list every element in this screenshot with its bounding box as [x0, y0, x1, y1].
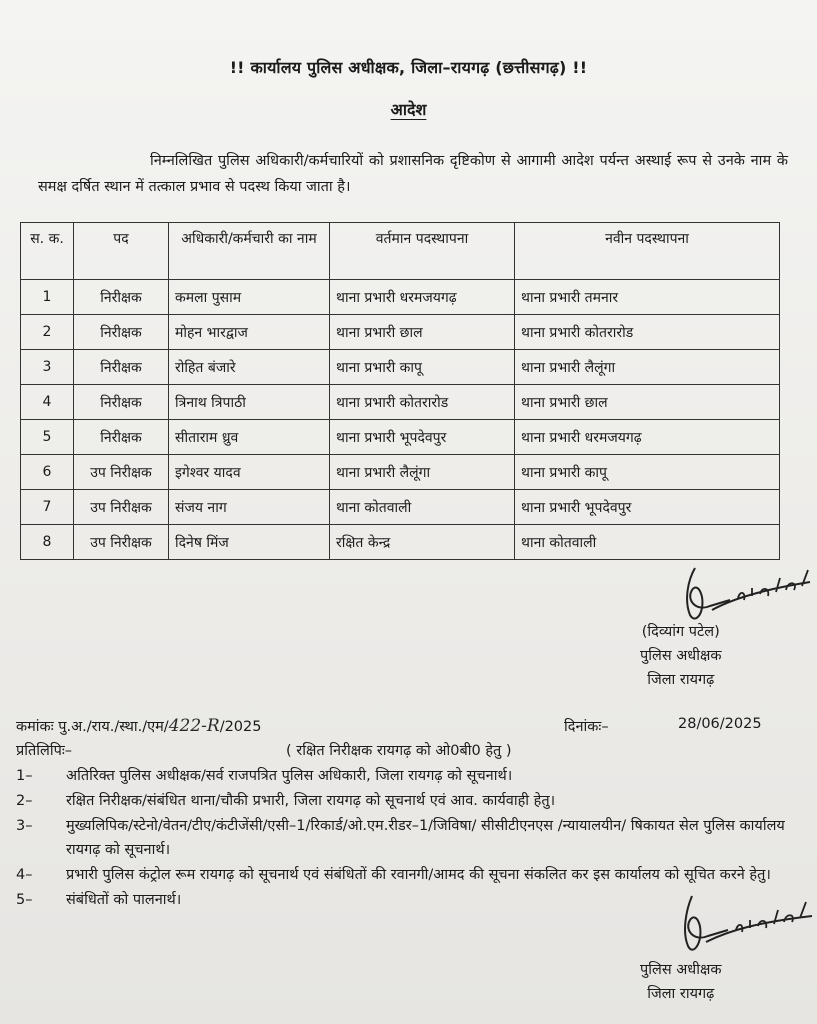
signatory-district-2: जिला रायगढ़	[647, 986, 715, 1002]
cell-current-posting: थाना प्रभारी छाल	[330, 315, 515, 350]
list-item-number: 2–	[16, 793, 33, 809]
cell-rank: उप निरीक्षक	[74, 525, 169, 560]
cell-new-posting: थाना प्रभारी कोतरारोड	[515, 315, 780, 350]
table-row	[21, 420, 780, 455]
signatory-designation: पुलिस अधीक्षक	[640, 648, 722, 664]
col-header-name: अधिकारी/कर्मचारी का नाम	[169, 223, 330, 280]
cell-name: इगेश्वर यादव	[169, 455, 330, 490]
order-title	[0, 98, 817, 120]
table-row	[21, 490, 780, 525]
cell-name: कमला पुसाम	[169, 280, 330, 315]
table-row	[21, 385, 780, 420]
copy-heading: प्रतिलिपिः–	[16, 743, 73, 759]
cell-rank: निरीक्षक	[74, 385, 169, 420]
table-header-row	[21, 223, 780, 280]
cell-name: मोहन भारद्वाज	[169, 315, 330, 350]
cell-name: दिनेष मिंज	[169, 525, 330, 560]
cell-current-posting: थाना प्रभारी कोतरारोड	[330, 385, 515, 420]
list-item	[16, 814, 796, 862]
cell-name: सीताराम ध्रुव	[169, 420, 330, 455]
transfer-table	[20, 222, 780, 560]
copy-subheading: ( रक्षित निरीक्षक रायगढ़ को ओ0बी0 हेतु )	[286, 743, 512, 759]
cell-name: त्रिनाथ त्रिपाठी	[169, 385, 330, 420]
cell-current-posting: थाना कोतवाली	[330, 490, 515, 525]
cell-sn: 8	[21, 525, 74, 560]
date-value: 28/06/2025	[678, 716, 762, 732]
list-item-number: 1–	[16, 768, 33, 784]
office-title: !! कार्यालय पुलिस अधीक्षक, जिला–रायगढ़ (छत्तीसगढ़) !!	[229, 58, 588, 77]
cell-sn: 2	[21, 315, 74, 350]
order-title-text: आदेश	[390, 100, 427, 119]
list-item-text: प्रभारी पुलिस कंट्रोल रूम रायगढ़ को सूचनार्थ एवं संबंधितों की रवानगी/आमद की सूचना संकलित कर इस कार्यालय को सूचित करने हेतु।	[66, 867, 771, 883]
cell-rank: निरीक्षक	[74, 420, 169, 455]
table-row	[21, 525, 780, 560]
cell-sn: 5	[21, 420, 74, 455]
cell-current-posting: थाना प्रभारी कापू	[330, 350, 515, 385]
list-item-text: अतिरिक्त पुलिस अधीक्षक/सर्व राजपत्रित पुलिस अधिकारी, जिला रायगढ़ को सूचनार्थ।	[66, 768, 513, 784]
cell-current-posting: थाना प्रभारी लैलूंगा	[330, 455, 515, 490]
cell-new-posting: थाना प्रभारी छाल	[515, 385, 780, 420]
list-item	[16, 764, 796, 788]
cell-rank: उप निरीक्षक	[74, 455, 169, 490]
signature-scribble-2	[640, 890, 815, 960]
table-row	[21, 350, 780, 385]
table-row	[21, 455, 780, 490]
col-header-sn: स. क.	[21, 223, 74, 280]
reference-prefix: कमांकः पु.अ./राय./स्था./एम/	[16, 719, 169, 735]
list-item	[16, 863, 796, 887]
list-item-text: संबंधितों को पालनार्थ।	[66, 892, 182, 908]
cell-sn: 6	[21, 455, 74, 490]
col-header-rank: पद	[74, 223, 169, 280]
cell-rank: निरीक्षक	[74, 350, 169, 385]
list-item-number: 3–	[16, 818, 33, 834]
reference-number	[16, 716, 261, 736]
signatory-district: जिला रायगढ़	[647, 672, 715, 688]
cell-sn: 1	[21, 280, 74, 315]
cell-name: रोहित बंजारे	[169, 350, 330, 385]
signatory-designation-2: पुलिस अधीक्षक	[640, 962, 722, 978]
col-header-current-posting: वर्तमान पदस्थापना	[330, 223, 515, 280]
reference-suffix: /2025	[219, 719, 262, 735]
reference-handwritten: 422-R	[168, 716, 220, 736]
signature-block-2	[640, 958, 722, 1006]
cell-new-posting: थाना प्रभारी कापू	[515, 455, 780, 490]
cell-sn: 3	[21, 350, 74, 385]
cell-new-posting: थाना प्रभारी भूपदेवपुर	[515, 490, 780, 525]
date-label: दिनांकः–	[564, 719, 609, 735]
table-row	[21, 315, 780, 350]
cell-current-posting: थाना प्रभारी धरमजयगढ़	[330, 280, 515, 315]
table-row	[21, 280, 780, 315]
intro-paragraph: निम्नलिखित पुलिस अधिकारी/कर्मचारियों को प्रशासनिक दृष्टिकोण से आगामी आदेश पर्यन्त अस्थाई रूप से उनके नाम के समक्ष दर्षित स्थान में तत्काल प्रभाव से पदस्थ किया जाता है।	[38, 153, 788, 195]
cell-new-posting: थाना प्रभारी तमनार	[515, 280, 780, 315]
signatory-name: (दिव्यांग पटेल)	[641, 624, 720, 640]
col-header-new-posting: नवीन पदस्थापना	[515, 223, 780, 280]
list-item	[16, 789, 796, 813]
cell-current-posting: थाना प्रभारी भूपदेवपुर	[330, 420, 515, 455]
list-item-number: 5–	[16, 892, 33, 908]
cell-name: संजय नाग	[169, 490, 330, 525]
cell-rank: निरीक्षक	[74, 280, 169, 315]
cell-new-posting: थाना कोतवाली	[515, 525, 780, 560]
cell-new-posting: थाना प्रभारी धरमजयगढ़	[515, 420, 780, 455]
cell-rank: उप निरीक्षक	[74, 490, 169, 525]
list-item-text: रक्षित निरीक्षक/संबंधित थाना/चौकी प्रभारी, जिला रायगढ़ को सूचनार्थ एवं आव. कार्यवाही हेतु।	[66, 793, 556, 809]
cell-sn: 7	[21, 490, 74, 525]
list-item-text: मुख्यलिपिक/स्टेनो/वेतन/टीए/कंटीजेंसी/एसी–1/रिकार्ड/ओ.एम.रीडर–1/जिविषा/ सीसीटीएनएस /न्यायालयीन/ षिकायत सेल पुलिस कार्यालय रायगढ़ को सूचनार्थ।	[66, 818, 785, 858]
cell-new-posting: थाना प्रभारी लैलूंगा	[515, 350, 780, 385]
cell-sn: 4	[21, 385, 74, 420]
signature-block-1	[640, 620, 722, 692]
cell-rank: निरीक्षक	[74, 315, 169, 350]
list-item-number: 4–	[16, 867, 33, 883]
cell-current-posting: रक्षित केन्द्र	[330, 525, 515, 560]
